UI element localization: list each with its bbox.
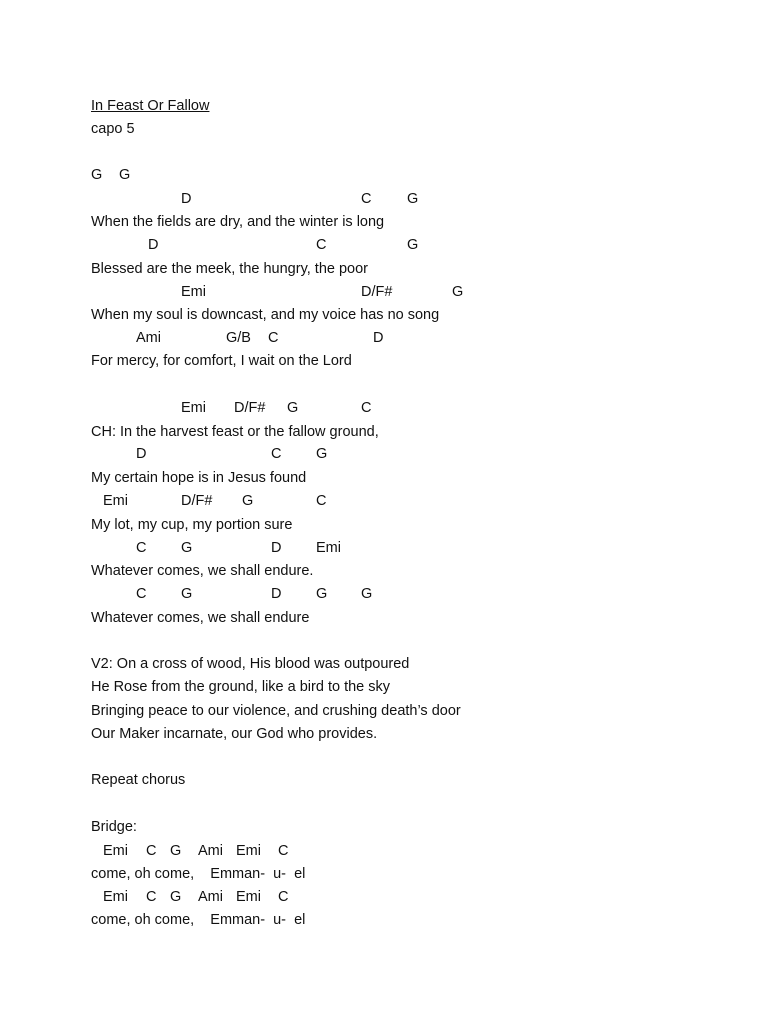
chord: G — [181, 586, 193, 602]
chord: C — [271, 446, 282, 462]
verse1-line3-lyric: When my soul is downcast, and my voice has no song — [91, 307, 440, 323]
chorus-line1-chords — [0, 399, 768, 417]
repeat-chorus-note: Repeat chorus — [91, 772, 186, 788]
chord: C — [136, 540, 147, 556]
chord: Emi — [181, 284, 206, 300]
verse1-line4-chords — [0, 329, 768, 347]
chord: G — [287, 400, 299, 416]
verse2-line4: Our Maker incarnate, our God who provides. — [91, 726, 378, 742]
chord: G — [407, 237, 419, 253]
chord: Ami — [136, 330, 161, 346]
chord: D — [181, 191, 192, 207]
verse1-line2-lyric: Blessed are the meek, the hungry, the poor — [91, 261, 369, 277]
chord: D/F# — [181, 493, 213, 509]
chord: D/F# — [361, 284, 393, 300]
verse2-line2: He Rose from the ground, like a bird to the sky — [91, 679, 391, 695]
chord: G — [170, 843, 182, 859]
chorus-line1-lyric: CH: In the harvest feast or the fallow ground, — [91, 424, 379, 440]
song-title: In Feast Or Fallow — [91, 98, 210, 114]
chord: D — [148, 237, 159, 253]
chord: G — [316, 446, 328, 462]
verse1-line1-lyric: When the fields are dry, and the winter is long — [91, 214, 385, 230]
chorus-line4-lyric: Whatever comes, we shall endure. — [91, 563, 314, 579]
chord: Emi — [236, 889, 261, 905]
chord: G/B — [226, 330, 251, 346]
bridge-line1-lyric: come, oh come, Emman- u- el — [91, 866, 306, 882]
chorus-line2-lyric: My certain hope is in Jesus found — [91, 470, 307, 486]
chord: Emi — [103, 889, 128, 905]
chord: C — [146, 843, 157, 859]
chord: Ami — [198, 843, 223, 859]
chord: D — [271, 540, 282, 556]
chord: C — [278, 843, 289, 859]
capo-note: capo 5 — [91, 121, 135, 137]
chord: G — [316, 586, 328, 602]
chord: G — [452, 284, 464, 300]
chord: C — [316, 493, 327, 509]
chord: D/F# — [234, 400, 266, 416]
verse1-line4-lyric: For mercy, for comfort, I wait on the Lord — [91, 353, 352, 369]
chord: Emi — [316, 540, 341, 556]
chord: D — [373, 330, 384, 346]
chord: G — [181, 540, 193, 556]
chord: D — [136, 446, 147, 462]
chord: Emi — [103, 493, 128, 509]
chord: Emi — [103, 843, 128, 859]
chord: Ami — [198, 889, 223, 905]
chord: D — [271, 586, 282, 602]
verse1-line1-chords — [0, 190, 768, 208]
chord: C — [268, 330, 279, 346]
bridge-line2-chords — [0, 888, 768, 906]
chord: Emi — [181, 400, 206, 416]
chorus-line5-lyric: Whatever comes, we shall endure — [91, 610, 310, 626]
chord: C — [361, 191, 372, 207]
chorus-line5-chords — [0, 585, 768, 603]
chord: C — [316, 237, 327, 253]
chorus-line4-chords — [0, 539, 768, 557]
chord: G — [407, 191, 419, 207]
chord: C — [361, 400, 372, 416]
verse2-line1: V2: On a cross of wood, His blood was outpoured — [91, 656, 410, 672]
verse1-line2-chords — [0, 236, 768, 254]
chord: G — [242, 493, 254, 509]
verse1-line3-chords — [0, 283, 768, 301]
bridge-line2-lyric: come, oh come, Emman- u- el — [91, 912, 306, 928]
chord: G — [91, 167, 103, 183]
bridge-line1-chords — [0, 842, 768, 860]
chord: C — [146, 889, 157, 905]
chord: G — [361, 586, 373, 602]
chorus-line3-chords — [0, 492, 768, 510]
bridge-label: Bridge: — [91, 819, 137, 835]
chord: G — [170, 889, 182, 905]
chorus-line3-lyric: My lot, my cup, my portion sure — [91, 517, 293, 533]
intro-chord-row — [0, 166, 768, 184]
chorus-line2-chords — [0, 445, 768, 463]
chord: C — [278, 889, 289, 905]
chord: G — [119, 167, 131, 183]
chord: C — [136, 586, 147, 602]
verse2-line3: Bringing peace to our violence, and crushing death’s door — [91, 703, 461, 719]
chord: Emi — [236, 843, 261, 859]
